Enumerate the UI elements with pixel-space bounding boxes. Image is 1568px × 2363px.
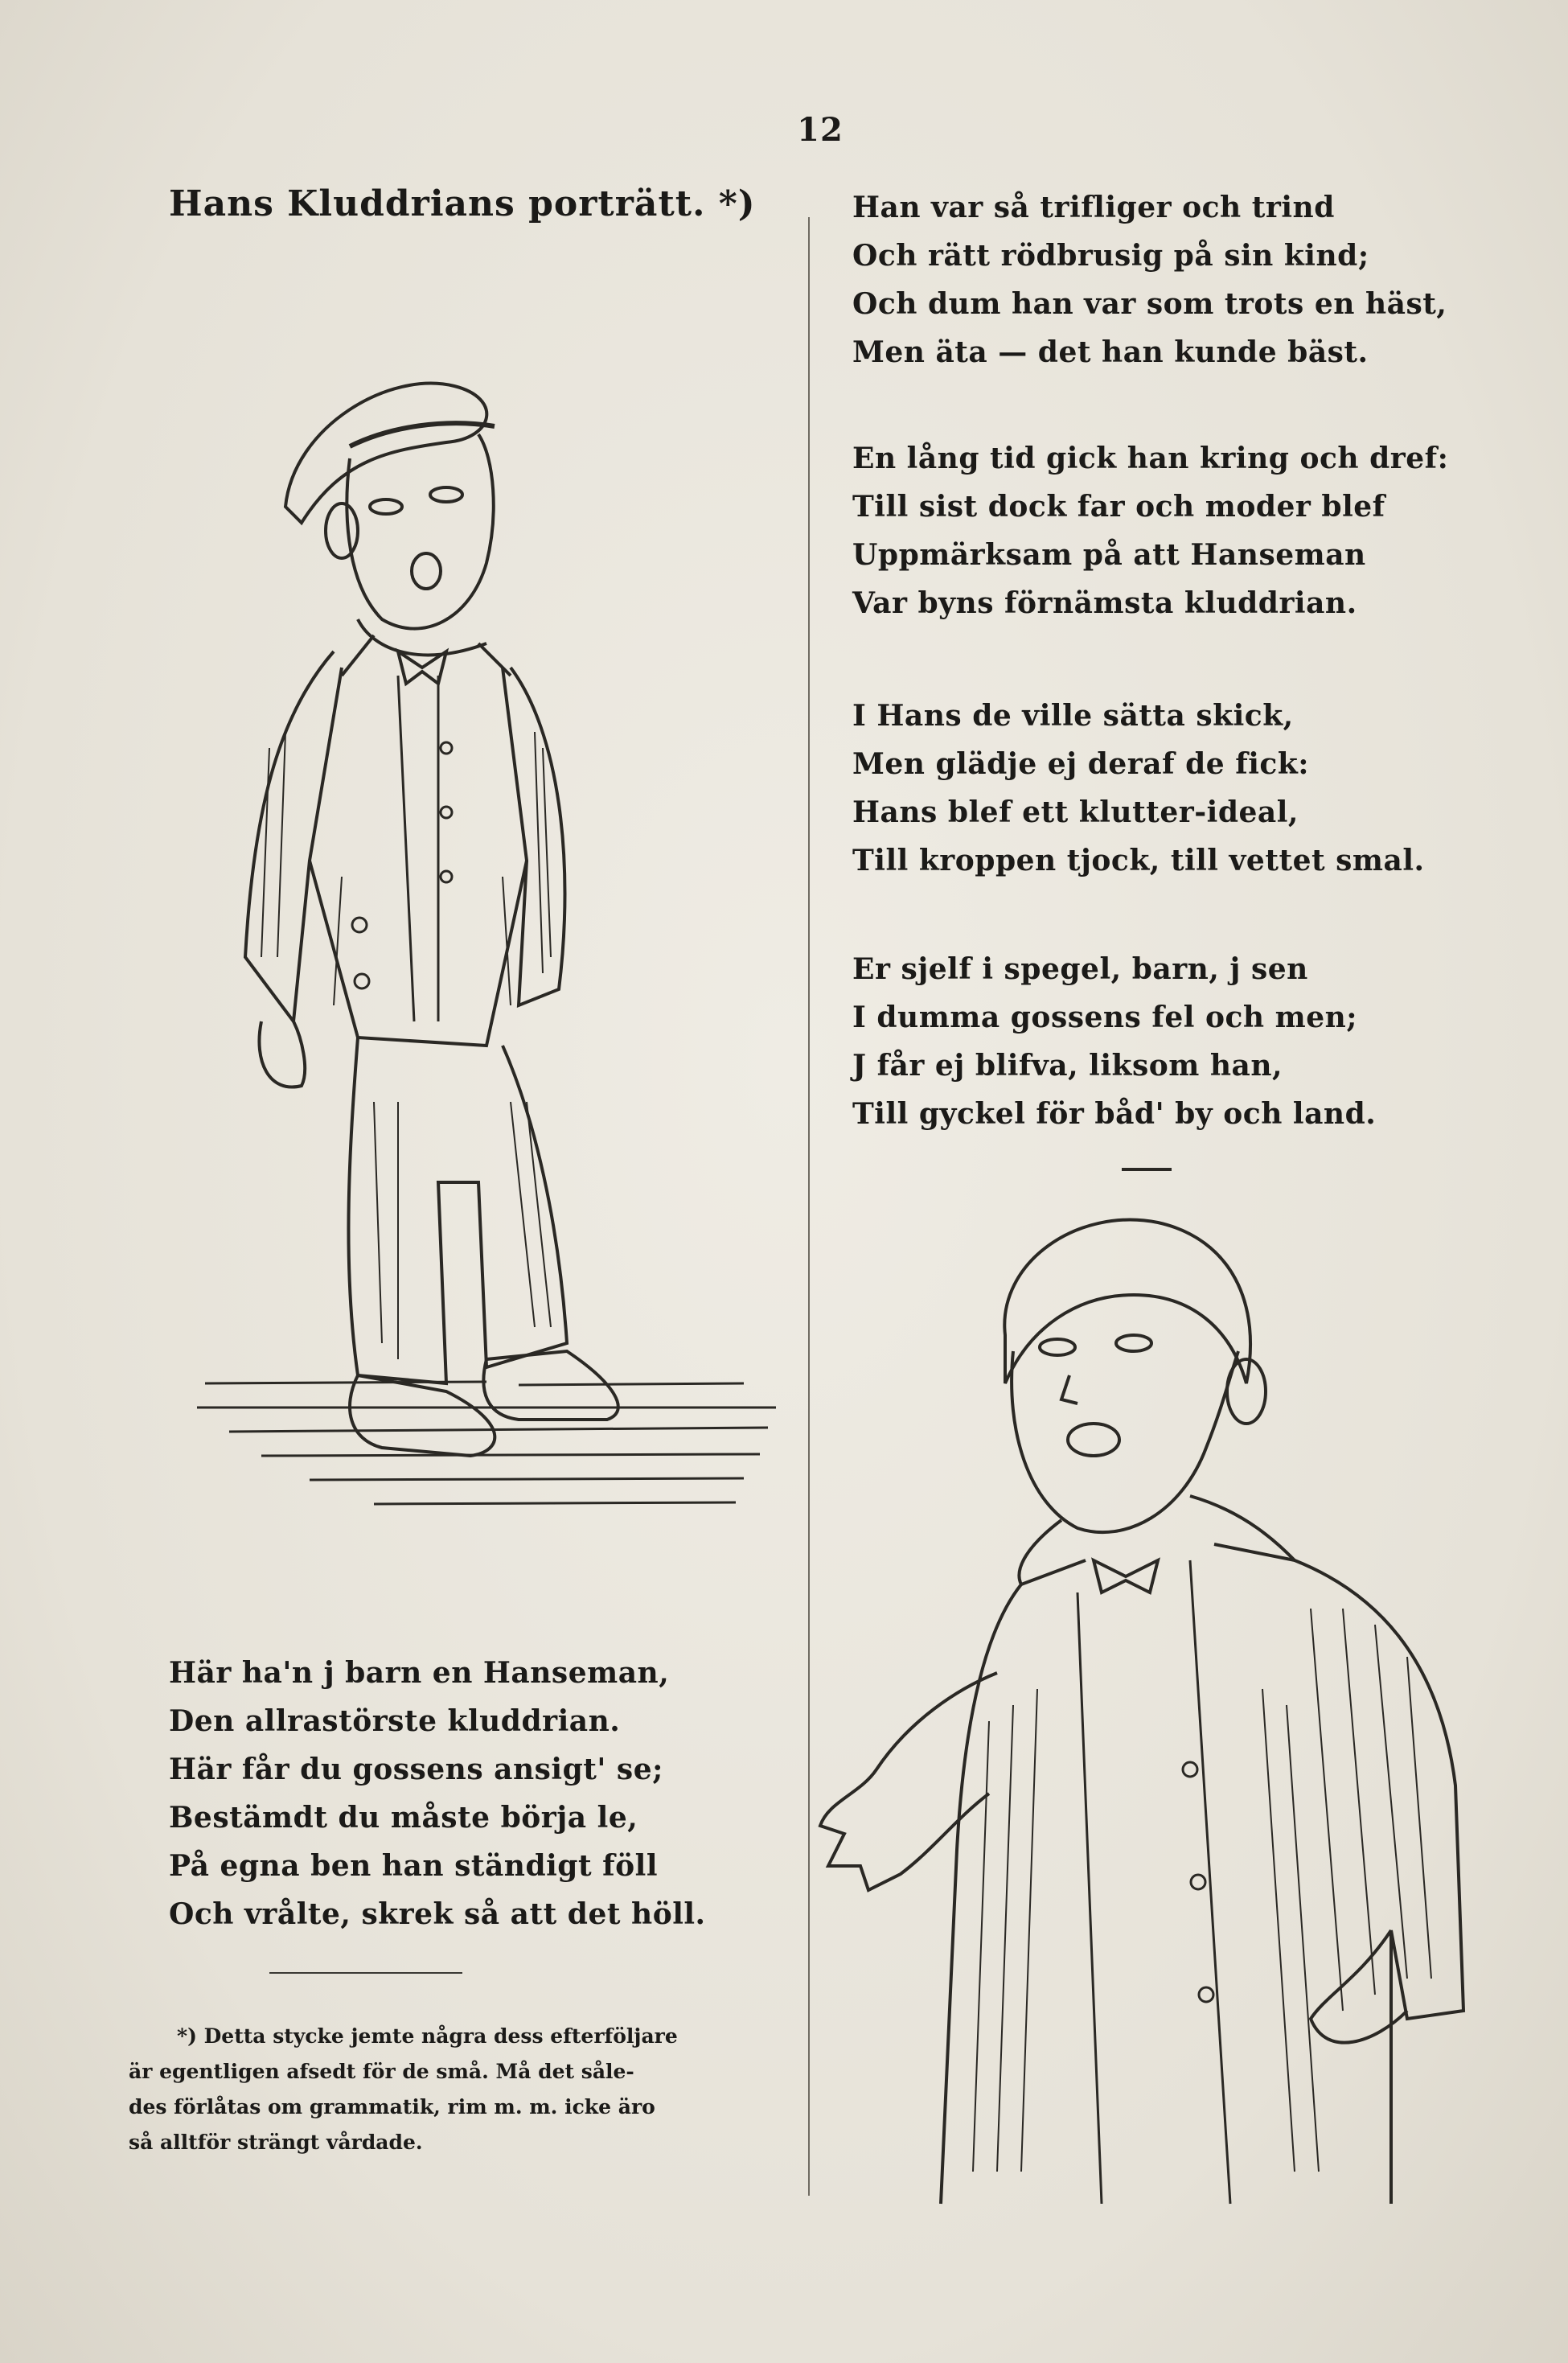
- column-divider: [808, 217, 810, 2196]
- stanza-1: [852, 183, 1480, 376]
- stanza-3: [852, 692, 1480, 885]
- verse-line: Han var så trifliger och trind: [852, 191, 1335, 224]
- footnote-line: des förlåtas om grammatik, rim m. m. icke äro: [129, 2095, 655, 2118]
- verse-line: Till gyckel för båd' by och land.: [852, 1097, 1377, 1131]
- stanza-2: [852, 434, 1480, 627]
- caption-line: Och vrålte, skrek så att det höll.: [169, 1897, 706, 1931]
- verse-line: Till sist dock far och moder blef: [852, 490, 1385, 524]
- verse-line: Er sjelf i spegel, barn, j sen: [852, 952, 1308, 986]
- verse-line: Men glädje ej deraf de fick:: [852, 747, 1310, 781]
- verse-line: Uppmärksam på att Hanseman: [852, 538, 1366, 572]
- footnote-line: *) Detta stycke jemte några dess efterföljare: [177, 2024, 678, 2048]
- gesturing-boy-illustration: [812, 1206, 1536, 2220]
- verse-line: J får ej blifva, liksom han,: [852, 1049, 1283, 1083]
- caption-line: Bestämdt du måste börja le,: [169, 1801, 638, 1835]
- poem-title: Hans Kluddrians porträtt. *): [169, 183, 756, 224]
- caption-line: Här får du gossens ansigt' se;: [169, 1753, 663, 1786]
- verse-line: I Hans de ville sätta skick,: [852, 699, 1294, 733]
- footnote-rule: [269, 1972, 462, 1974]
- caption-line: Den allrastörste kluddrian.: [169, 1704, 621, 1738]
- footnote: [129, 2019, 796, 2160]
- illustration-caption: [169, 1649, 780, 1938]
- footnote-line: är egentligen afsedt för de små. Må det såle-: [129, 2060, 634, 2083]
- verse-line: Och rätt rödbrusig på sin kind;: [852, 239, 1369, 273]
- verse-line: Var byns förnämsta kluddrian.: [852, 586, 1357, 620]
- poem-end-dash: [1122, 1168, 1172, 1171]
- verse-line: Och dum han var som trots en häst,: [852, 287, 1447, 321]
- caption-line: På egna ben han ständigt föll: [169, 1849, 658, 1883]
- page-number: 12: [797, 111, 844, 149]
- verse-line: Till kroppen tjock, till vettet smal.: [852, 844, 1425, 877]
- standing-boy-illustration: [181, 298, 792, 1617]
- verse-line: Men äta — det han kunde bäst.: [852, 335, 1369, 369]
- verse-line: I dumma gossens fel och men;: [852, 1001, 1358, 1034]
- caption-line: Här ha'n j barn en Hanseman,: [169, 1656, 670, 1690]
- stanza-4: [852, 945, 1480, 1138]
- verse-line: En lång tid gick han kring och dref:: [852, 442, 1449, 475]
- verse-line: Hans blef ett klutter-ideal,: [852, 795, 1299, 829]
- footnote-line: så alltför strängt vårdade.: [129, 2131, 423, 2154]
